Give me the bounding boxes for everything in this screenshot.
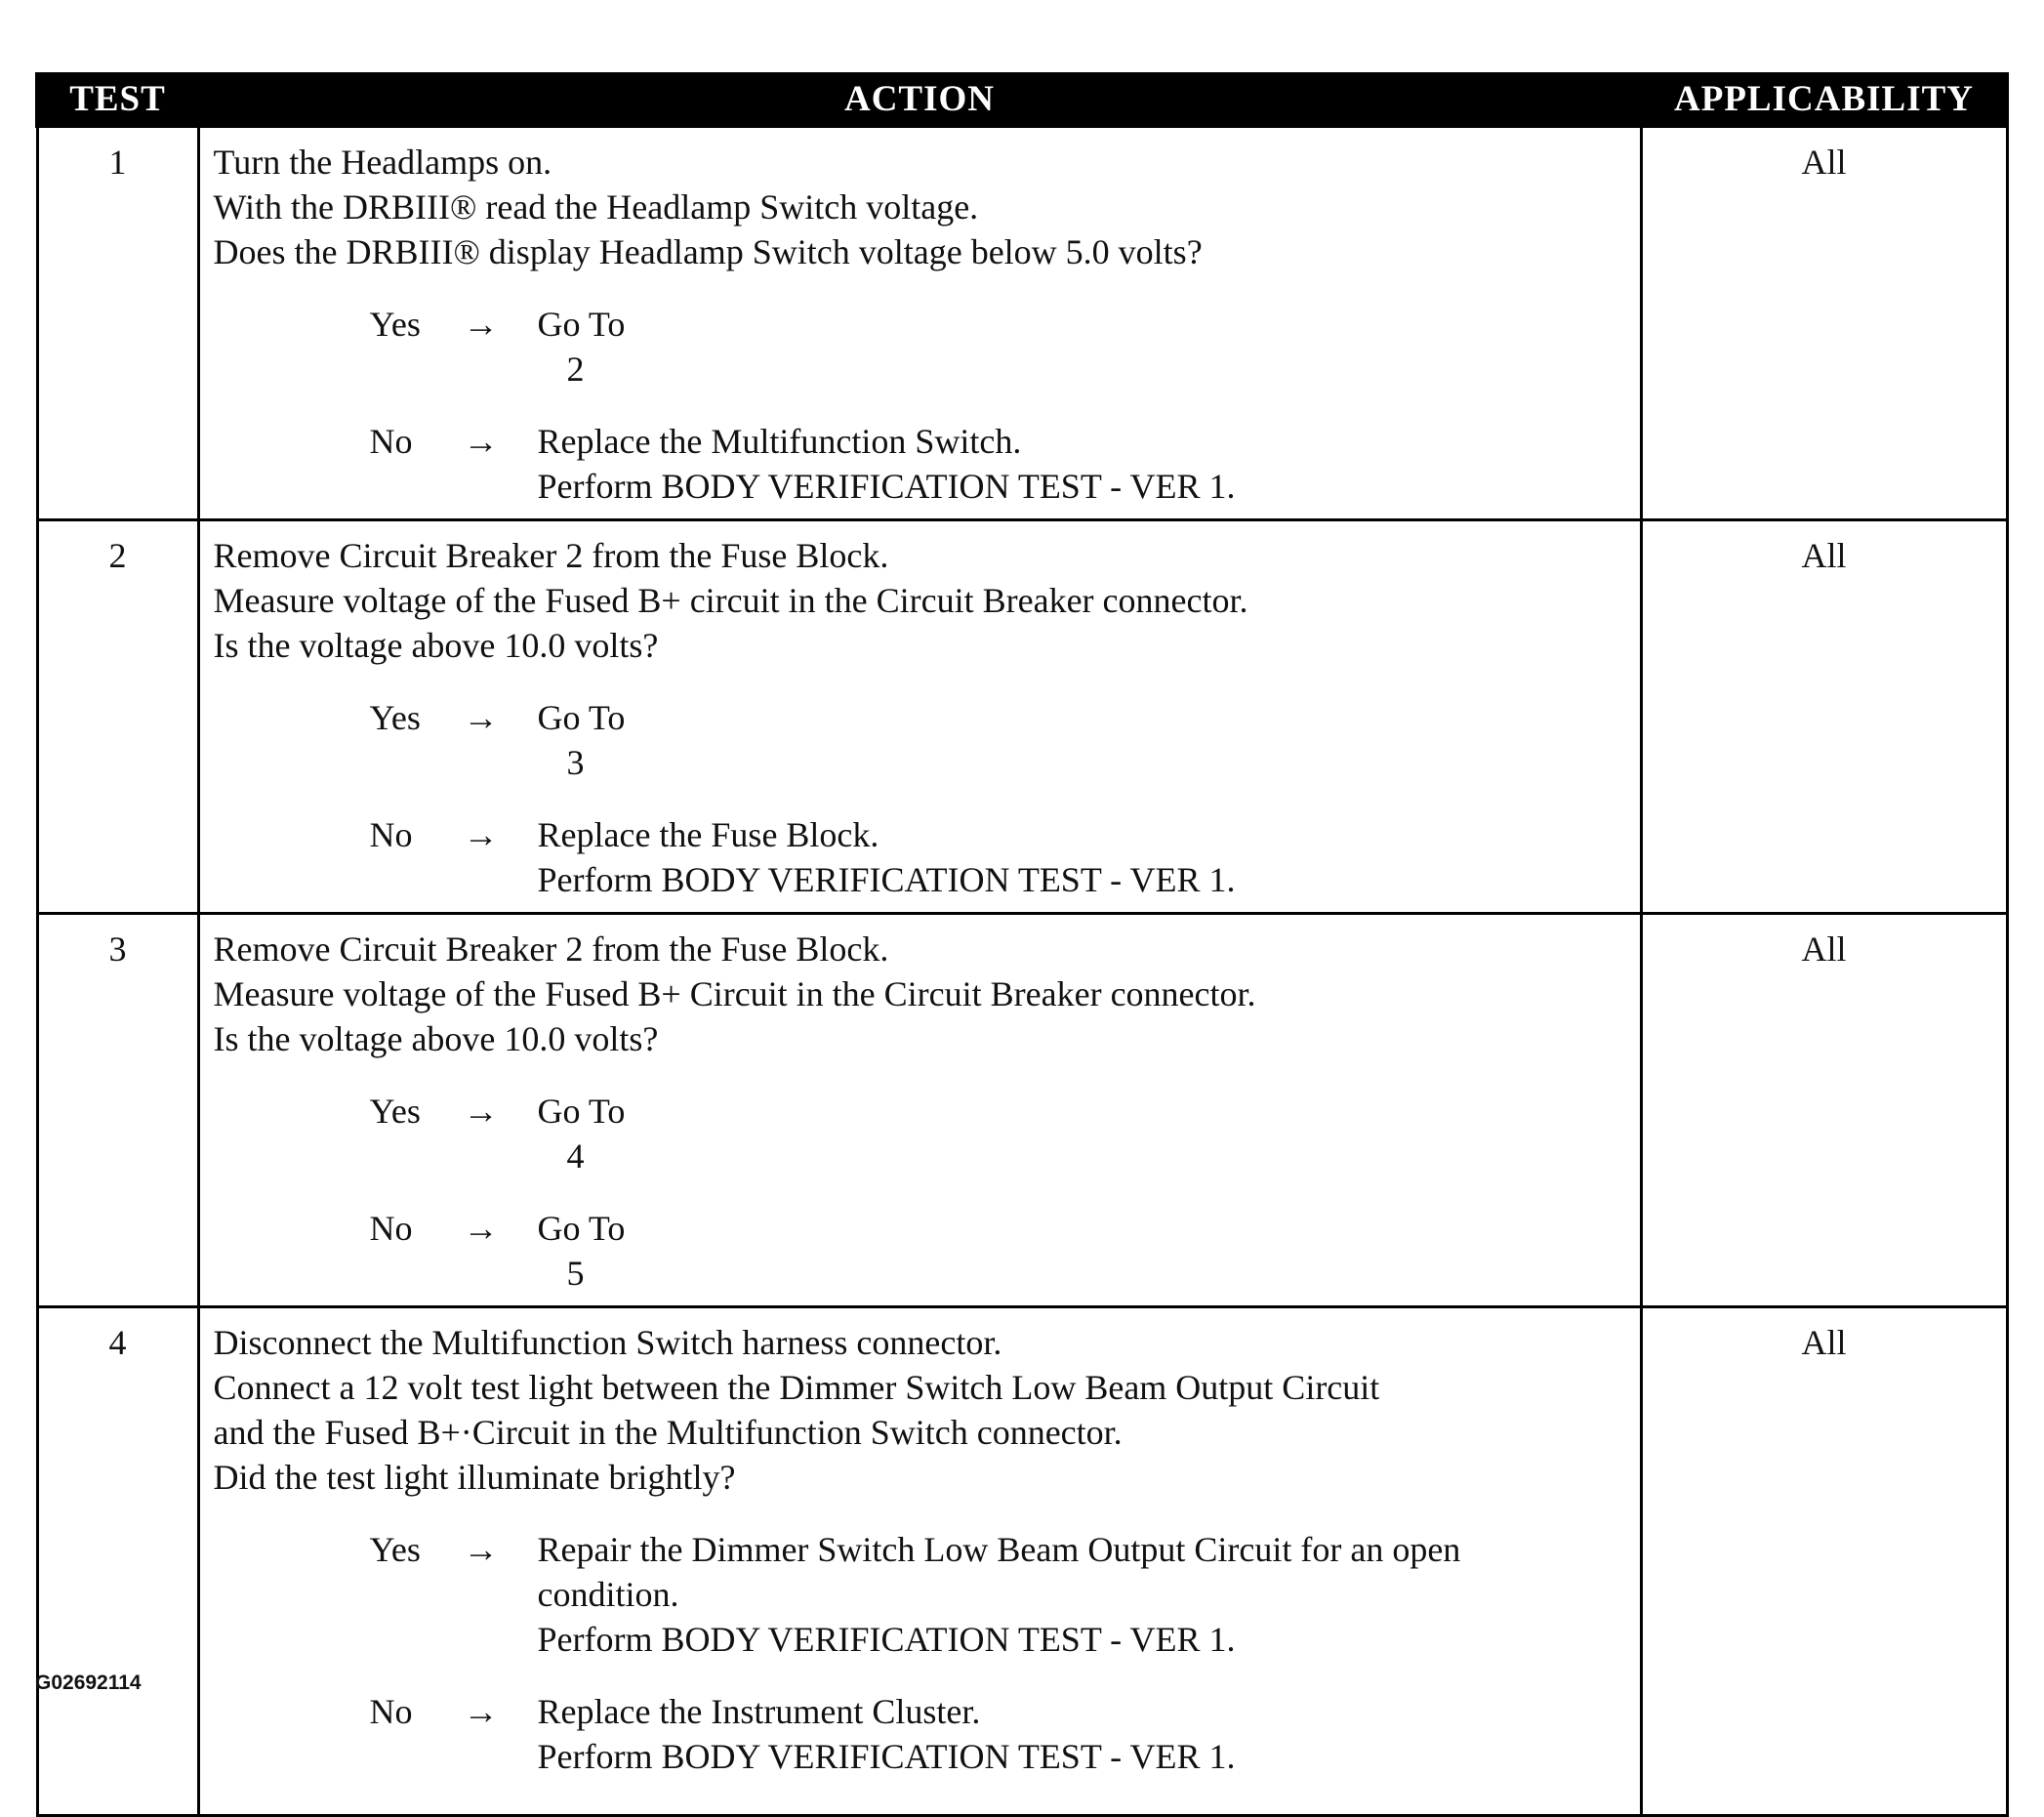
goto-text: Go To bbox=[537, 698, 626, 737]
outcome-no-label: No bbox=[369, 1692, 413, 1731]
table-body bbox=[37, 127, 2007, 1816]
action-instruction: Is the voltage above 10.0 volts? bbox=[213, 626, 659, 665]
action-instruction: Turn the Headlamps on. bbox=[213, 143, 552, 182]
action-instruction: Is the voltage above 10.0 volts? bbox=[213, 1019, 659, 1058]
goto-test-number: 3 bbox=[566, 743, 585, 782]
diagnostic-test-table bbox=[35, 72, 2009, 1817]
diagnostic-table-sheet bbox=[35, 72, 2009, 1817]
result-line: condition. bbox=[537, 1575, 679, 1614]
result-line bbox=[538, 302, 1632, 392]
figure-id: G02692114 bbox=[35, 1672, 142, 1694]
outcome-yes-result bbox=[538, 1089, 1632, 1178]
test-number: 4 bbox=[37, 1307, 198, 1816]
applicability-cell: All bbox=[1641, 520, 2007, 914]
outcome-no bbox=[214, 419, 1632, 509]
right-arrow-icon: → bbox=[463, 1209, 499, 1248]
right-arrow-icon: → bbox=[463, 422, 499, 461]
goto-test-number: 4 bbox=[566, 1136, 585, 1176]
action-cell bbox=[198, 520, 1641, 914]
action-instruction: Remove Circuit Breaker 2 from the Fuse Block. bbox=[213, 536, 889, 575]
outcome-yes-label: Yes bbox=[369, 698, 421, 737]
right-arrow-icon: → bbox=[463, 1092, 499, 1131]
result-line: Perform BODY VERIFICATION TEST - VER 1. bbox=[537, 860, 1236, 899]
applicability-cell: All bbox=[1641, 127, 2007, 520]
outcome-yes-result bbox=[538, 302, 1632, 392]
action-instruction: Measure voltage of the Fused B+ Circuit in the Circuit Breaker connector. bbox=[213, 974, 1256, 1013]
right-arrow-icon: → bbox=[463, 305, 499, 344]
table-header-row bbox=[37, 72, 2007, 127]
action-cell bbox=[198, 127, 1641, 520]
goto-test-number: 5 bbox=[566, 1254, 585, 1293]
outcome-no bbox=[214, 1206, 1632, 1296]
result-line: Repair the Dimmer Switch Low Beam Output Circuit for an open bbox=[537, 1530, 1461, 1569]
outcome-no-result bbox=[538, 812, 1632, 902]
goto-text: Go To bbox=[537, 1209, 626, 1248]
outcome-yes-label: Yes bbox=[369, 305, 421, 344]
outcome-yes bbox=[214, 302, 1632, 392]
result-line bbox=[538, 1206, 1632, 1296]
right-arrow-icon: → bbox=[463, 815, 499, 854]
result-line bbox=[538, 695, 1632, 785]
applicability-cell: All bbox=[1641, 914, 2007, 1307]
outcome-yes bbox=[214, 695, 1632, 785]
result-line: Replace the Instrument Cluster. bbox=[537, 1692, 981, 1731]
action-instruction: and the Fused B+·Circuit in the Multifunction Switch connector. bbox=[213, 1413, 1123, 1452]
action-instruction: Measure voltage of the Fused B+ circuit in the Circuit Breaker connector. bbox=[213, 581, 1248, 620]
outcome-no-label: No bbox=[369, 815, 413, 854]
action-instruction: Remove Circuit Breaker 2 from the Fuse Block. bbox=[213, 929, 889, 969]
goto-text: Go To bbox=[537, 305, 626, 344]
result-line: Replace the Fuse Block. bbox=[537, 815, 879, 854]
result-line: Perform BODY VERIFICATION TEST - VER 1. bbox=[537, 1620, 1236, 1659]
outcome-yes bbox=[214, 1089, 1632, 1178]
result-line bbox=[538, 1089, 1632, 1178]
action-instruction: Disconnect the Multifunction Switch harness connector. bbox=[213, 1323, 1002, 1362]
test-number: 2 bbox=[37, 520, 198, 914]
outcome-yes-result bbox=[538, 1527, 1632, 1662]
test-number: 3 bbox=[37, 914, 198, 1307]
result-line: Perform BODY VERIFICATION TEST - VER 1. bbox=[537, 1737, 1236, 1776]
goto-test-number: 2 bbox=[566, 350, 585, 389]
action-instruction: Does the DRBIII® display Headlamp Switch voltage below 5.0 volts? bbox=[213, 232, 1203, 271]
outcome-yes-label: Yes bbox=[369, 1092, 421, 1131]
table-row bbox=[37, 914, 2007, 1307]
right-arrow-icon: → bbox=[463, 698, 499, 737]
outcome-no-result bbox=[538, 1206, 1632, 1296]
right-arrow-icon: → bbox=[463, 1692, 499, 1731]
action-instruction: Did the test light illuminate brightly? bbox=[213, 1458, 736, 1497]
outcome-yes-label: Yes bbox=[369, 1530, 421, 1569]
outcome-no bbox=[214, 812, 1632, 902]
test-number: 1 bbox=[37, 127, 198, 520]
table-row bbox=[37, 127, 2007, 520]
outcome-yes-result bbox=[538, 695, 1632, 785]
table-row bbox=[37, 1307, 2007, 1816]
action-cell bbox=[198, 1307, 1641, 1816]
outcome-no bbox=[214, 1689, 1632, 1779]
header-test: TEST bbox=[37, 72, 198, 127]
header-applicability: APPLICABILITY bbox=[1641, 72, 2007, 127]
action-cell bbox=[198, 914, 1641, 1307]
outcome-no-result bbox=[538, 419, 1632, 509]
applicability-cell: All bbox=[1641, 1307, 2007, 1816]
outcome-yes bbox=[214, 1527, 1632, 1662]
action-instruction: With the DRBIII® read the Headlamp Switch voltage. bbox=[213, 187, 979, 227]
goto-text: Go To bbox=[537, 1092, 626, 1131]
table-row bbox=[37, 520, 2007, 914]
outcome-no-label: No bbox=[369, 422, 413, 461]
action-instruction: Connect a 12 volt test light between the Dimmer Switch Low Beam Output Circuit bbox=[213, 1368, 1380, 1407]
header-action: ACTION bbox=[198, 72, 1641, 127]
result-line: Perform BODY VERIFICATION TEST - VER 1. bbox=[537, 467, 1236, 506]
outcome-no-label: No bbox=[369, 1209, 413, 1248]
right-arrow-icon: → bbox=[463, 1530, 499, 1569]
result-line: Replace the Multifunction Switch. bbox=[537, 422, 1022, 461]
outcome-no-result bbox=[538, 1689, 1632, 1779]
